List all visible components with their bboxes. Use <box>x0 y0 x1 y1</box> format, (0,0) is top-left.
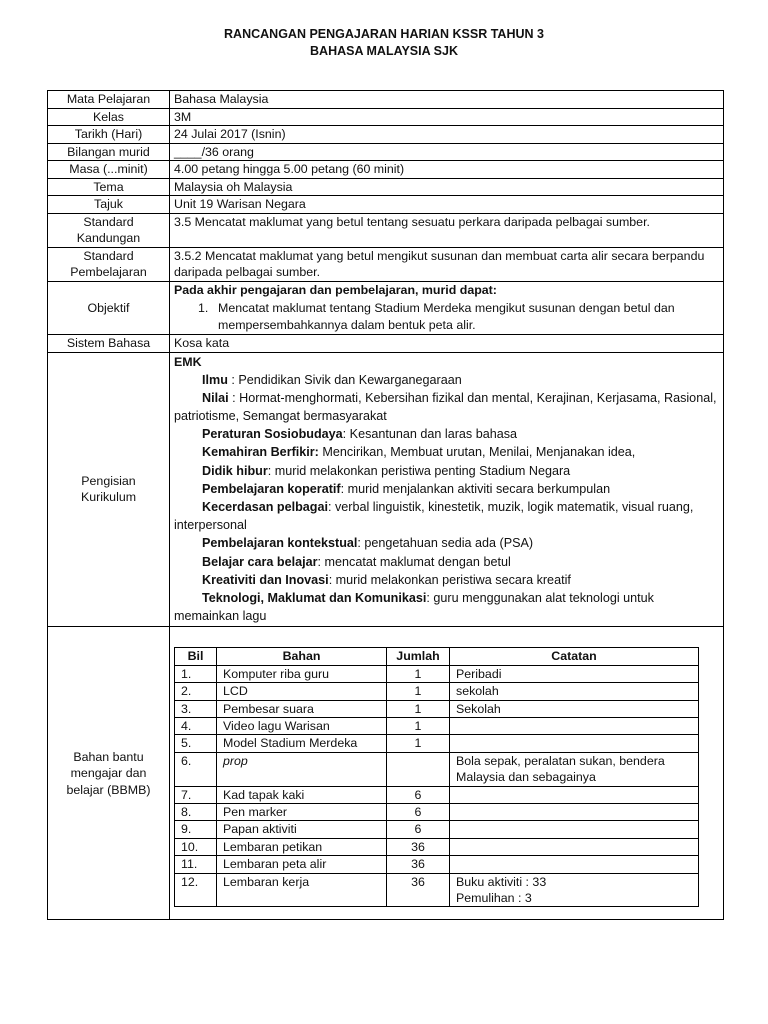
label-tajuk: Tajuk <box>48 196 170 214</box>
emk-term: Kreativiti dan Inovasi <box>202 572 329 587</box>
label-objektif: Objektif <box>48 281 170 335</box>
bbmb-bahan <box>217 856 387 873</box>
bbmb-catatan <box>450 873 699 907</box>
bbmb-catatan-text: Bola sepak, peralatan sukan, bendera Malaysia dan sebagainya <box>456 753 665 785</box>
header-catatan: Catatan <box>450 648 699 665</box>
label-line: Pembelajaran <box>70 265 147 279</box>
label-tarikh: Tarikh (Hari) <box>48 126 170 144</box>
bbmb-bahan <box>217 786 387 803</box>
header-jumlah: Jumlah <box>387 648 450 665</box>
bbmb-bil <box>175 804 217 821</box>
bbmb-jumlah-text: 1 <box>414 718 422 733</box>
emk-text: : murid menjalankan aktiviti secara berkumpulan <box>340 481 611 496</box>
bbmb-jumlah <box>387 856 450 873</box>
label-mata-pelajaran: Mata Pelajaran <box>48 91 170 109</box>
row-pengisian-kurikulum <box>48 352 724 627</box>
emk-term: Kemahiran Berfikir: <box>202 445 319 460</box>
bbmb-bahan-text: Papan aktiviti <box>223 822 297 837</box>
bbmb-bahan-text: Pembesar suara <box>223 701 314 716</box>
bbmb-catatan-text: sekolah <box>456 684 499 699</box>
list-item <box>174 300 719 333</box>
bbmb-jumlah <box>387 665 450 682</box>
emk-term: Teknologi, Maklumat dan Komunikasi <box>202 590 427 605</box>
label-line: Standard <box>83 214 134 229</box>
emk-term: Ilmu <box>202 372 228 387</box>
bbmb-bahan-text: Video lagu Warisan <box>223 718 330 733</box>
emk-item <box>174 534 719 552</box>
bbmb-bahan <box>217 717 387 734</box>
bbmb-jumlah-text: 6 <box>414 787 422 802</box>
bbmb-jumlah-text: 1 <box>414 701 422 716</box>
bbmb-bil <box>175 717 217 734</box>
value-standard-pembelajaran: 3.5.2 Mencatat maklumat yang betul mengikut susunan dan membuat carta alir secara berpandu daripada pelbagai sumber. <box>170 247 724 281</box>
emk-text: : pengetahuan sedia ada (PSA) <box>357 536 534 551</box>
bbmb-header-row <box>175 648 699 665</box>
bbmb-bil <box>175 838 217 855</box>
label-standard-pembelajaran <box>48 247 170 281</box>
emk-text: : Pendidikan Sivik dan Kewarganegaraan <box>227 372 462 387</box>
bbmb-jumlah <box>387 683 450 700</box>
bbmb-jumlah-text: 1 <box>414 684 422 699</box>
emk-term: Pembelajaran koperatif <box>202 481 341 496</box>
bbmb-bahan-text: Lembaran kerja <box>223 874 310 889</box>
bbmb-jumlah <box>387 735 450 752</box>
bbmb-bahan <box>217 735 387 752</box>
value-masa: 4.00 petang hingga 5.00 petang (60 minit) <box>170 161 724 179</box>
emk-term: Pembelajaran kontekstual <box>202 536 358 551</box>
table-row <box>175 838 699 855</box>
objektif-list <box>174 300 719 333</box>
value-bilangan-murid: ____/36 orang <box>170 143 724 161</box>
bbmb-jumlah <box>387 786 450 803</box>
emk-item <box>174 571 719 589</box>
bbmb-bil <box>175 786 217 803</box>
emk-text: : Kesantunan dan laras bahasa <box>342 427 518 442</box>
bbmb-bil <box>175 821 217 838</box>
label-masa: Masa (...minit) <box>48 161 170 179</box>
bbmb-bahan <box>217 665 387 682</box>
emk-term: Peraturan Sosiobudaya <box>202 427 343 442</box>
bbmb-bahan-text: LCD <box>223 684 248 699</box>
bbmb-bahan-text: Lembaran petikan <box>223 839 323 854</box>
bbmb-jumlah-text: 1 <box>414 666 422 681</box>
document-title: RANCANGAN PENGAJARAN HARIAN KSSR TAHUN 3 <box>224 27 544 41</box>
document-subtitle: BAHASA MALAYSIA SJK <box>310 44 458 58</box>
value-standard-kandungan: 3.5 Mencatat maklumat yang betul tentang sesuatu perkara daripada pelbagai sumber. <box>170 213 724 247</box>
bbmb-bil <box>175 700 217 717</box>
row-standard-pembelajaran <box>48 247 724 281</box>
bbmb-catatan-text: Buku aktiviti : 33 <box>456 874 547 889</box>
label-line: Bahan bantu <box>73 749 144 764</box>
bbmb-jumlah <box>387 821 450 838</box>
bbmb-catatan <box>450 856 699 873</box>
emk-text: : verbal linguistik, kinestetik, muzik, logik matematik, visual ruang, interpersonal <box>174 499 694 533</box>
emk-item <box>174 589 719 625</box>
bbmb-bahan <box>217 804 387 821</box>
emk-item <box>174 443 719 461</box>
bbmb-bil-text: 10. <box>181 839 199 854</box>
bbmb-jumlah-text: 36 <box>411 874 425 889</box>
row-bilangan-murid <box>48 143 724 161</box>
emk-term: Kecerdasan pelbagai <box>202 499 328 514</box>
label-bbmb <box>48 627 170 920</box>
value-objektif <box>170 281 724 335</box>
row-bbmb <box>48 627 724 920</box>
row-kelas <box>48 108 724 126</box>
bbmb-bahan <box>217 838 387 855</box>
bbmb-bahan <box>217 873 387 907</box>
emk-text: : guru menggunakan alat teknologi untuk memainkan lagu <box>174 590 654 624</box>
bbmb-catatan <box>450 821 699 838</box>
bbmb-bil-text: 7. <box>181 787 192 802</box>
table-row <box>175 856 699 873</box>
bbmb-jumlah <box>387 873 450 907</box>
row-sistem-bahasa <box>48 335 724 353</box>
table-row <box>175 700 699 717</box>
bbmb-bil-text: 6. <box>181 753 192 768</box>
emk-item <box>174 498 719 534</box>
bbmb-jumlah-text: 6 <box>414 822 422 837</box>
label-line: mengajar dan <box>70 766 147 781</box>
objektif-text: Mencatat maklumat tentang Stadium Merdeka mengikut susunan dengan betul dan mempersembahkannya dalam bentuk peta alir. <box>218 301 675 332</box>
emk-item <box>174 425 719 443</box>
bbmb-jumlah <box>387 804 450 821</box>
bbmb-catatan <box>450 683 699 700</box>
table-row <box>175 786 699 803</box>
label-sistem-bahasa: Sistem Bahasa <box>48 335 170 353</box>
bbmb-bil <box>175 856 217 873</box>
row-tajuk <box>48 196 724 214</box>
table-row <box>175 717 699 734</box>
bbmb-bil-text: 11. <box>181 857 198 872</box>
bbmb-jumlah-text: 36 <box>411 857 425 872</box>
bbmb-table <box>174 647 699 907</box>
list-number: 1. <box>198 301 209 315</box>
bbmb-jumlah <box>387 717 450 734</box>
label-pengisian-kurikulum <box>48 352 170 627</box>
bbmb-bil <box>175 665 217 682</box>
value-pengisian-kurikulum <box>170 352 724 627</box>
bbmb-bil-text: 12. <box>181 874 199 889</box>
bbmb-catatan <box>450 804 699 821</box>
emk-term: Didik hibur <box>202 463 268 478</box>
header-bahan: Bahan <box>217 648 387 665</box>
bbmb-jumlah <box>387 700 450 717</box>
emk-text: : murid melakonkan peristiwa secara kreatif <box>328 572 571 587</box>
emk-text: Mencirikan, Membuat urutan, Menilai, Menjanakan idea, <box>318 445 636 460</box>
bbmb-catatan <box>450 838 699 855</box>
bbmb-bil-text: 5. <box>181 736 192 751</box>
emk-item <box>174 371 719 389</box>
bbmb-bahan-text: Model Stadium Merdeka <box>223 736 358 751</box>
bbmb-catatan-text: Peribadi <box>456 666 502 681</box>
emk-item <box>174 462 719 480</box>
bbmb-catatan <box>450 786 699 803</box>
bbmb-bil-text: 2. <box>181 684 192 699</box>
bbmb-bil-text: 1. <box>181 666 192 681</box>
row-mata-pelajaran <box>48 91 724 109</box>
label-line: Kandungan <box>76 231 141 245</box>
bbmb-bahan <box>217 752 387 786</box>
label-bilangan-murid: Bilangan murid <box>48 143 170 161</box>
bbmb-jumlah-text: 36 <box>411 839 425 854</box>
label-line: belajar (BBMB) <box>66 782 151 797</box>
bbmb-bahan-text: prop <box>223 753 248 768</box>
emk-term: Nilai <box>202 390 229 405</box>
emk-text: : Hormat-menghormati, Kebersihan fizikal dan mental, Kerajinan, Kerjasama, Rasional, patriotisme, Semangat bermasyarakat <box>174 390 717 423</box>
table-row <box>175 804 699 821</box>
value-bbmb <box>170 627 724 920</box>
label-line: Pengisian <box>81 473 136 488</box>
bbmb-bil-text: 8. <box>181 805 192 819</box>
table-row <box>175 752 699 786</box>
bbmb-jumlah-text: 1 <box>414 736 422 751</box>
emk-list <box>174 371 719 626</box>
label-line: Standard <box>83 248 134 263</box>
bbmb-bil <box>175 752 217 786</box>
bbmb-catatan <box>450 752 699 786</box>
bbmb-bahan <box>217 683 387 700</box>
objektif-intro: Pada akhir pengajaran dan pembelajaran, murid dapat: <box>174 282 497 297</box>
row-standard-kandungan <box>48 213 724 247</box>
value-mata-pelajaran: Bahasa Malaysia <box>170 91 724 109</box>
emk-item <box>174 553 719 571</box>
bbmb-catatan-text: Sekolah <box>456 701 501 716</box>
bbmb-bahan-text: Kad tapak kaki <box>223 787 305 802</box>
label-line: Kurikulum <box>80 490 137 505</box>
lesson-plan-table <box>47 90 724 920</box>
bbmb-bil-text: 9. <box>181 822 192 837</box>
label-standard-kandungan <box>48 213 170 247</box>
value-tema: Malaysia oh Malaysia <box>170 178 724 196</box>
bbmb-bahan-text: Lembaran peta alir <box>223 857 327 872</box>
row-tema <box>48 178 724 196</box>
header-bil: Bil <box>175 648 217 665</box>
bbmb-bahan <box>217 700 387 717</box>
emk-item <box>174 389 719 425</box>
bbmb-jumlah <box>387 838 450 855</box>
bbmb-bil <box>175 873 217 907</box>
bbmb-bil-text: 3. <box>181 701 192 716</box>
bbmb-bahan-text: Pen marker <box>223 805 288 819</box>
bbmb-bahan-text: Komputer riba guru <box>223 666 330 681</box>
table-row <box>175 735 699 752</box>
row-masa <box>48 161 724 179</box>
emk-heading: EMK <box>174 354 202 369</box>
value-kelas: 3M <box>170 108 724 126</box>
table-row <box>175 873 699 907</box>
bbmb-jumlah <box>387 752 450 786</box>
emk-text: : mencatat maklumat dengan betul <box>317 554 511 569</box>
label-tema: Tema <box>48 178 170 196</box>
emk-text: : murid melakonkan peristiwa penting Stadium Negara <box>267 463 571 478</box>
value-sistem-bahasa: Kosa kata <box>170 335 724 353</box>
value-tarikh: 24 Julai 2017 (Isnin) <box>170 126 724 144</box>
value-tajuk: Unit 19 Warisan Negara <box>170 196 724 214</box>
emk-term: Belajar cara belajar <box>202 554 318 569</box>
bbmb-bil <box>175 683 217 700</box>
bbmb-bil-text: 4. <box>181 718 192 733</box>
table-row <box>175 683 699 700</box>
bbmb-jumlah-text: 6 <box>414 805 422 819</box>
bbmb-catatan <box>450 700 699 717</box>
bbmb-catatan <box>450 665 699 682</box>
bbmb-catatan <box>450 735 699 752</box>
bbmb-bahan <box>217 821 387 838</box>
label-kelas: Kelas <box>48 108 170 126</box>
bbmb-catatan <box>450 717 699 734</box>
bbmb-catatan-line2: Pemulihan : 3 <box>456 891 532 906</box>
table-row <box>175 821 699 838</box>
emk-item <box>174 480 719 498</box>
bbmb-body <box>175 665 699 907</box>
table-row <box>175 665 699 682</box>
row-tarikh <box>48 126 724 144</box>
bbmb-bil <box>175 735 217 752</box>
row-objektif <box>48 281 724 335</box>
